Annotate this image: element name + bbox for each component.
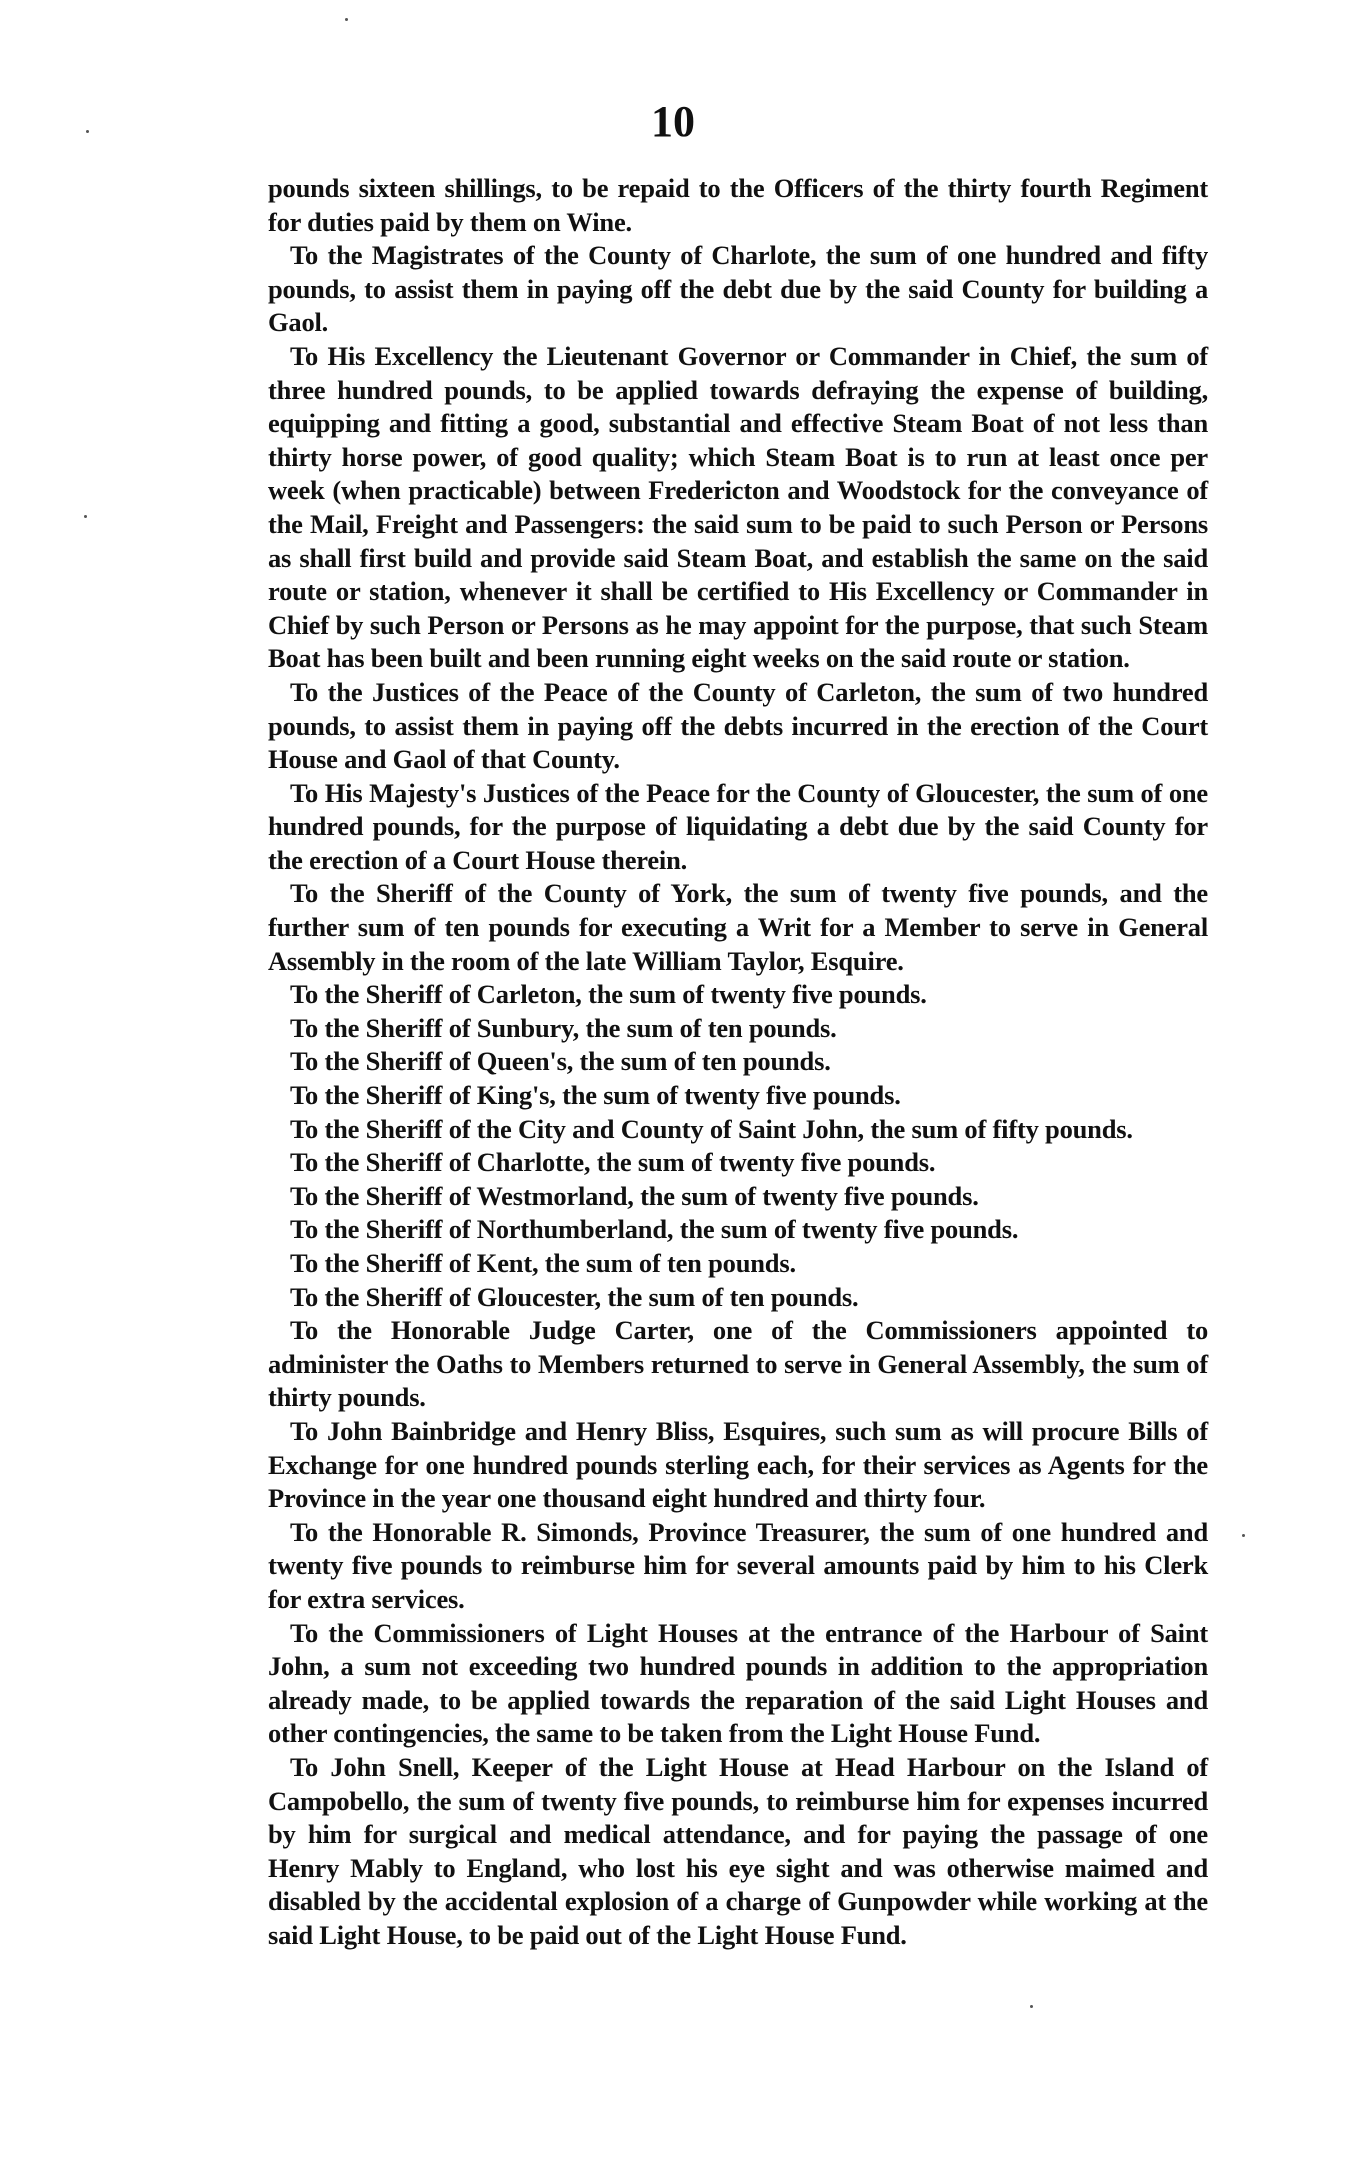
scan-speck: [1030, 2005, 1033, 2008]
paragraph: To the Sheriff of King's, the sum of twenty five pounds.: [290, 1080, 901, 1111]
paragraph: To John Snell, Keeper of the Light House at Head Harbour on the Island of Campobello, the sum of twenty five pounds, to reimburse him for expenses incurred by him for surgical and medical attendance, and for paying the passage of one Henry Mably to England, who lost his eye sight and was otherwise maimed and disabled by the accidental explosion of a charge of Gunpowder while working at the said Light House, to be paid out of the Light House Fund.: [268, 1751, 1208, 1950]
paragraph: To the Magistrates of the County of Charlote, the sum of one hundred and fifty pounds, to assist them in paying off the debt due by the said County for building a Gaol.: [268, 240, 1208, 338]
paragraph: To the Honorable Judge Carter, one of the Commissioners appointed to administer the Oaths to Members returned to serve in General Assembly, the sum of thirty pounds.: [268, 1315, 1208, 1413]
paragraph: To His Majesty's Justices of the Peace for the County of Gloucester, the sum of one hundred pounds, for the purpose of liquidating a debt due by the said County for the erection of a Court House therein.: [268, 777, 1208, 875]
page-body: [268, 172, 1208, 1952]
paragraph: To the Sheriff of the City and County of Saint John, the sum of fifty pounds.: [290, 1113, 1133, 1144]
paragraph: To the Sheriff of the County of York, the sum of twenty five pounds, and the further sum of ten pounds for executing a Writ for a Member to serve in General Assembly in the room of the late William Taylor, Esquire.: [268, 878, 1208, 976]
paragraph: To the Sheriff of Northumberland, the sum of twenty five pounds.: [290, 1214, 1019, 1245]
paragraph: To the Sheriff of Queen's, the sum of ten pounds.: [290, 1046, 831, 1077]
paragraph: To the Sheriff of Carleton, the sum of twenty five pounds.: [290, 979, 927, 1010]
paragraph: To the Sheriff of Kent, the sum of ten pounds.: [290, 1248, 796, 1278]
scan-speck: [84, 515, 87, 518]
paragraph: To the Sheriff of Westmorland, the sum of twenty five pounds.: [290, 1180, 979, 1211]
paragraph: To John Bainbridge and Henry Bliss, Esquires, such sum as will procure Bills of Exchange for one hundred pounds sterling each, for their services as Agents for the Province in the year one thousand eight hundred and thirty four.: [268, 1415, 1208, 1514]
paragraph: To the Justices of the Peace of the County of Carleton, the sum of two hundred pounds, to assist them in paying off the debts incurred in the erection of the Court House and Gaol of that County.: [268, 676, 1208, 775]
paragraph: To His Excellency the Lieutenant Governor or Commander in Chief, the sum of three hundred pounds, to be applied towards defraying the expense of building, equipping and fitting a good, substantial and effective Steam Boat of not less than thirty horse power, of good quality; which Steam Boat is to run at least once per week (when practicable) between Fredericton and Woodstock for the conveyance of the Mail, Freight and Passengers: the said sum to be paid to such Person or Persons as shall first build and provide said Steam Boat, and establish the same on the said route or station, whenever it shall be certified to His Excellency or Commander in Chief by such Person or Persons as he may appoint for the purpose, that such Steam Boat has been built and been running eight weeks on the said route or station.: [268, 340, 1208, 674]
scan-speck: [345, 18, 348, 21]
paragraph: To the Sheriff of Sunbury, the sum of ten pounds.: [290, 1012, 837, 1043]
scan-speck: [1242, 1534, 1245, 1537]
paragraph: To the Sheriff of Gloucester, the sum of ten pounds.: [290, 1281, 859, 1312]
paragraph: To the Honorable R. Simonds, Province Treasurer, the sum of one hundred and twenty five pounds to reimburse him for several amounts paid by him to his Clerk for extra services.: [268, 1516, 1208, 1614]
paragraph: To the Sheriff of Charlotte, the sum of twenty five pounds.: [290, 1147, 936, 1178]
paragraph: To the Commissioners of Light Houses at the entrance of the Harbour of Saint John, a sum not exceeding two hundred pounds in addition to the appropriation already made, to be applied towards the reparation of the said Light Houses and other contingencies, the same to be taken from the Light House Fund.: [268, 1617, 1208, 1749]
paragraph: pounds sixteen shillings, to be repaid to the Officers of the thirty fourth Regiment for duties paid by them on Wine.: [268, 173, 1208, 237]
page-number: 10: [651, 97, 695, 146]
scan-speck: [86, 130, 89, 133]
